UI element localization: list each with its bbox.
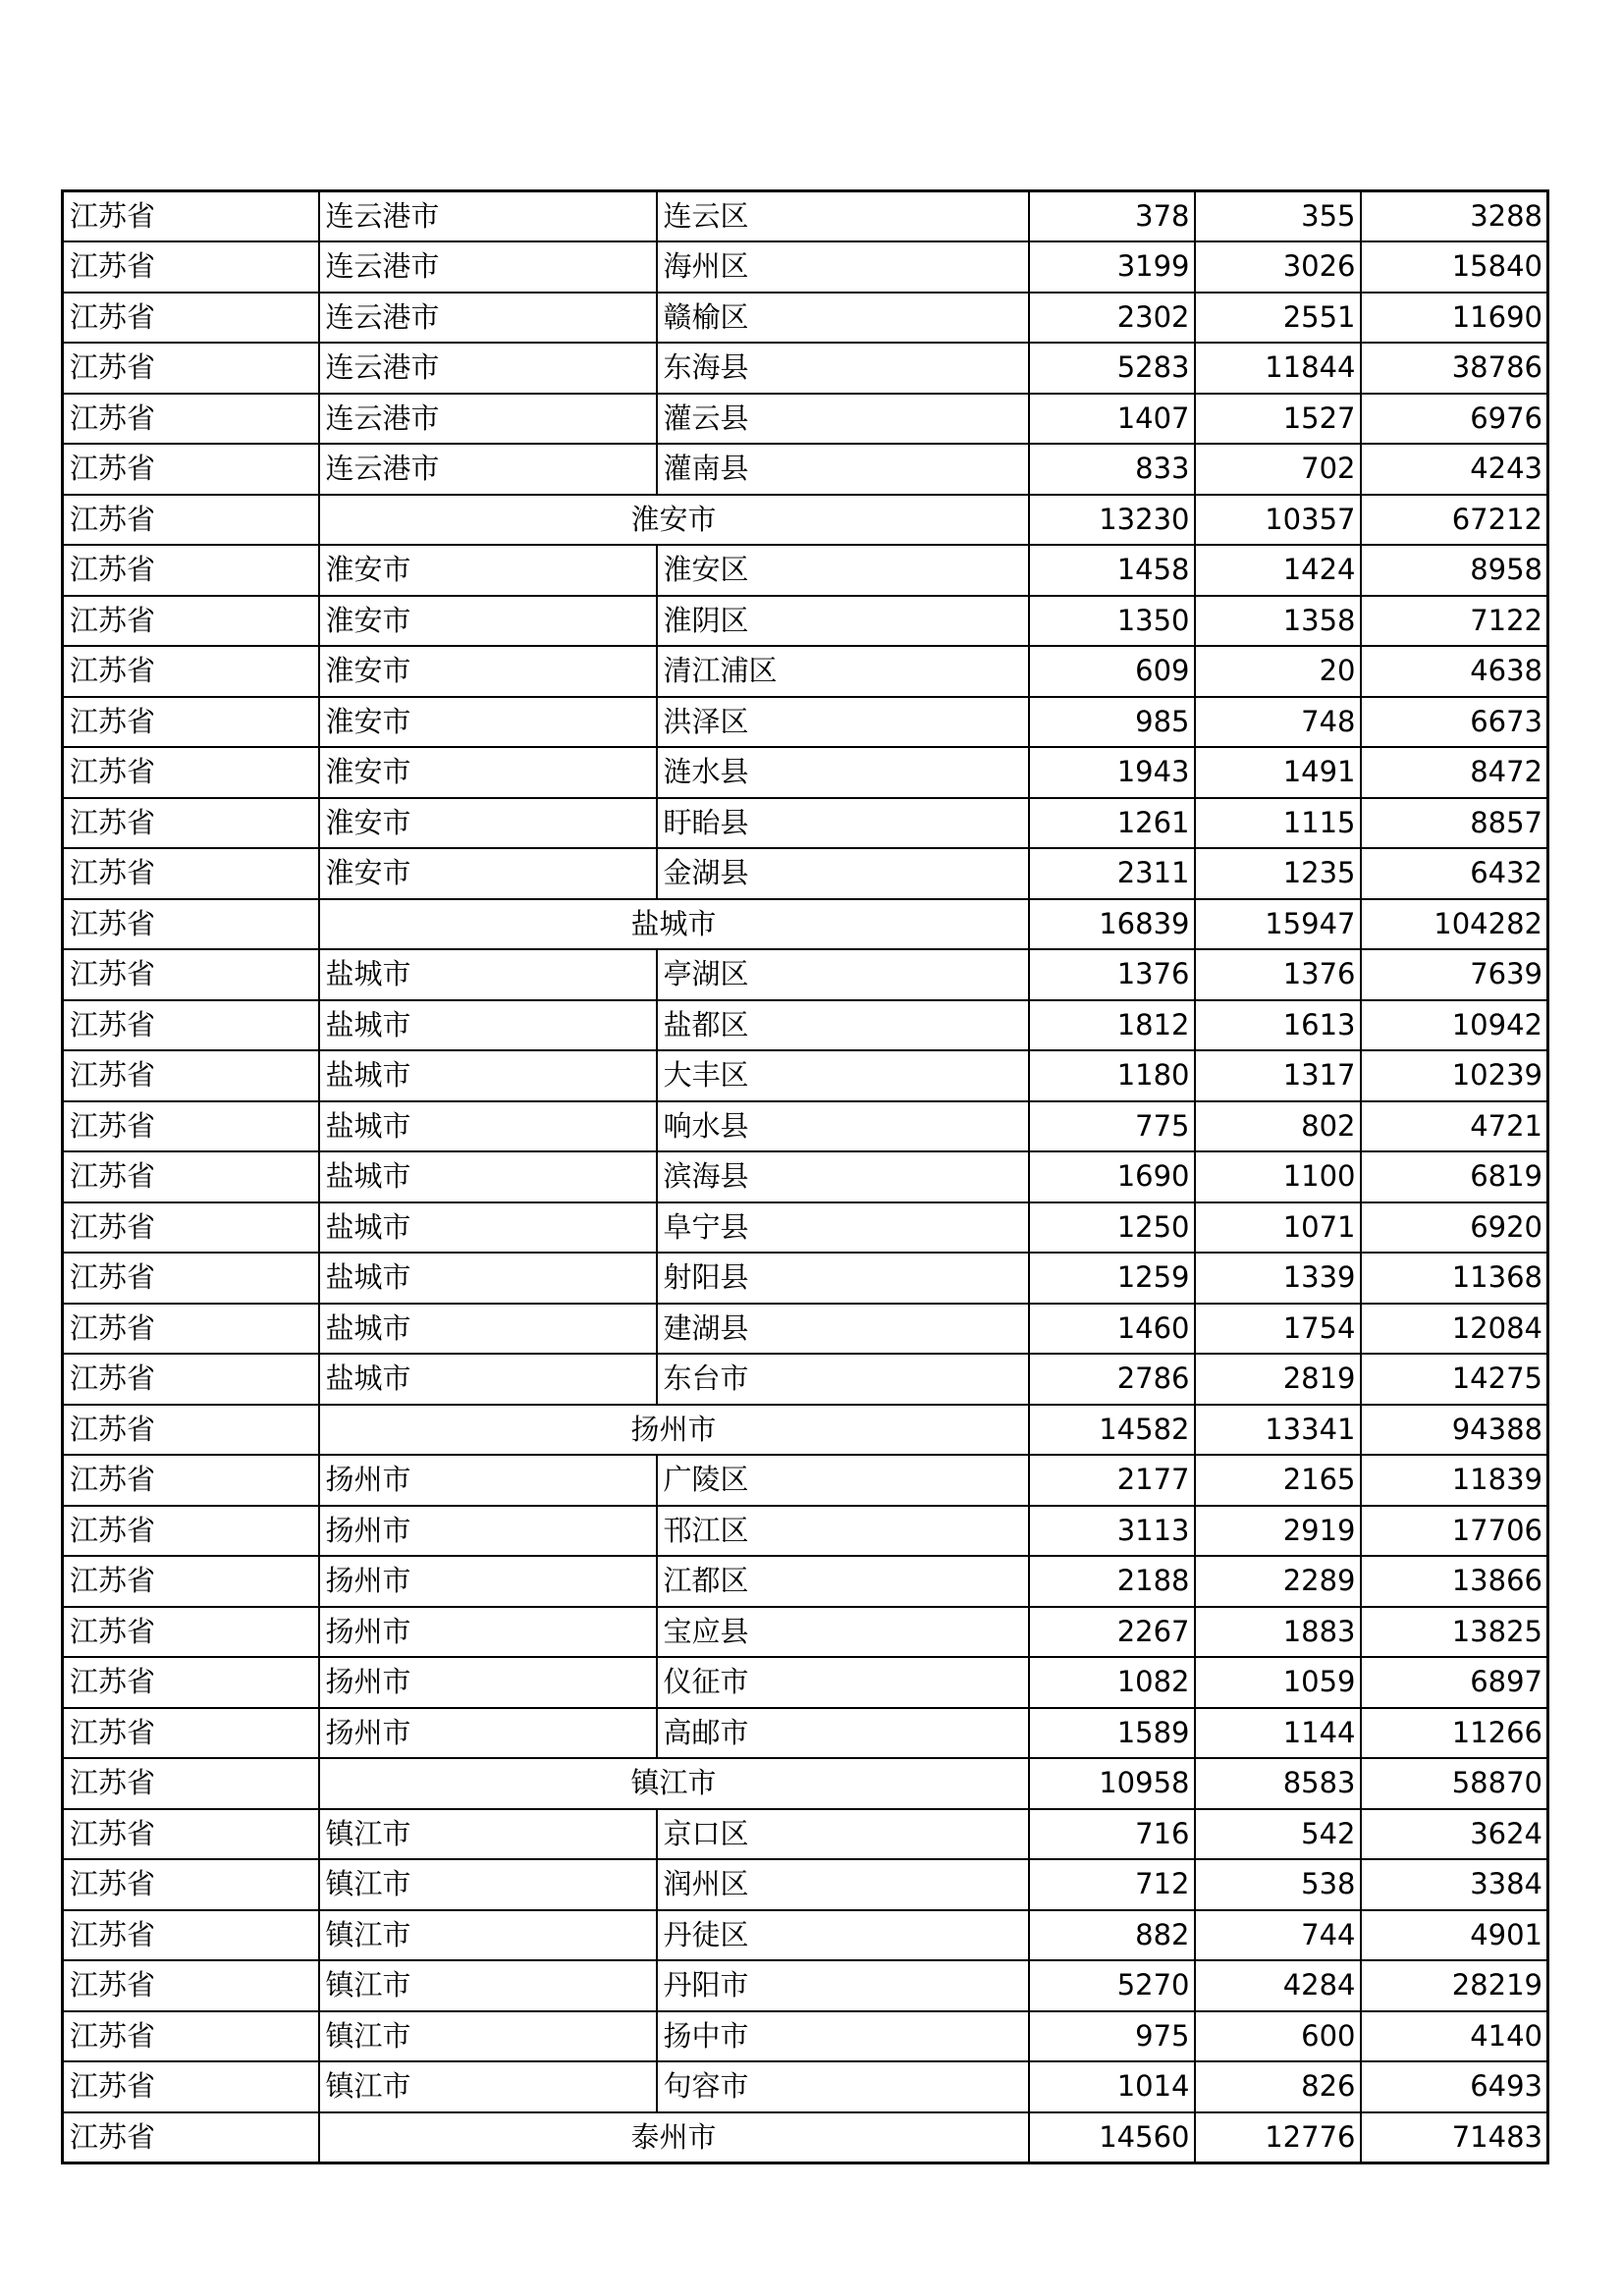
value-2-cell: 1883: [1195, 1607, 1361, 1658]
value-2-cell: 4284: [1195, 1960, 1361, 2011]
value-1-cell: 1458: [1029, 545, 1195, 596]
statistics-table: [61, 189, 1549, 2164]
county-cell: 建湖县: [657, 1304, 1029, 1355]
city-cell: 淮安市: [319, 697, 657, 748]
table-row: [63, 343, 1548, 394]
county-cell: 丹阳市: [657, 1960, 1029, 2011]
table-row: [63, 241, 1548, 293]
value-1-cell: 775: [1029, 1101, 1195, 1152]
value-1-cell: 975: [1029, 2011, 1195, 2062]
value-2-cell: 1339: [1195, 1253, 1361, 1304]
value-1-cell: 1943: [1029, 747, 1195, 798]
value-2-cell: 13341: [1195, 1405, 1361, 1456]
value-1-cell: 1376: [1029, 949, 1195, 1000]
value-3-cell: 4140: [1361, 2011, 1548, 2062]
province-cell: 江苏省: [63, 646, 319, 697]
city-cell: 盐城市: [319, 1151, 657, 1202]
value-1-cell: 716: [1029, 1809, 1195, 1860]
county-cell: 盱眙县: [657, 798, 1029, 849]
county-cell: 江都区: [657, 1556, 1029, 1607]
value-1-cell: 2311: [1029, 848, 1195, 899]
table-row: [63, 1607, 1548, 1658]
county-cell: 灌南县: [657, 444, 1029, 495]
table-row: [63, 1151, 1548, 1202]
value-3-cell: 7122: [1361, 596, 1548, 647]
value-3-cell: 3288: [1361, 191, 1548, 242]
city-subtotal-row: [63, 495, 1548, 546]
province-cell: 江苏省: [63, 343, 319, 394]
city-total-cell: 镇江市: [319, 1758, 1029, 1809]
city-cell: 淮安市: [319, 747, 657, 798]
table-row: [63, 798, 1548, 849]
county-cell: 淮安区: [657, 545, 1029, 596]
county-cell: 淮阴区: [657, 596, 1029, 647]
table-row: [63, 848, 1548, 899]
province-cell: 江苏省: [63, 747, 319, 798]
city-cell: 盐城市: [319, 1202, 657, 1254]
value-1-cell: 1812: [1029, 1000, 1195, 1051]
table-row: [63, 545, 1548, 596]
value-3-cell: 104282: [1361, 899, 1548, 950]
county-cell: 京口区: [657, 1809, 1029, 1860]
city-total-cell: 盐城市: [319, 899, 1029, 950]
table-row: [63, 1556, 1548, 1607]
county-cell: 广陵区: [657, 1455, 1029, 1506]
table-row: [63, 646, 1548, 697]
table-row: [63, 1354, 1548, 1405]
value-2-cell: 20: [1195, 646, 1361, 697]
value-3-cell: 7639: [1361, 949, 1548, 1000]
province-cell: 江苏省: [63, 1000, 319, 1051]
value-1-cell: 10958: [1029, 1758, 1195, 1809]
value-2-cell: 702: [1195, 444, 1361, 495]
value-3-cell: 11839: [1361, 1455, 1548, 1506]
value-1-cell: 1589: [1029, 1708, 1195, 1759]
province-cell: 江苏省: [63, 1304, 319, 1355]
province-cell: 江苏省: [63, 241, 319, 293]
province-cell: 江苏省: [63, 697, 319, 748]
province-cell: 江苏省: [63, 596, 319, 647]
value-3-cell: 58870: [1361, 1758, 1548, 1809]
value-1-cell: 2177: [1029, 1455, 1195, 1506]
province-cell: 江苏省: [63, 191, 319, 242]
value-1-cell: 833: [1029, 444, 1195, 495]
city-cell: 淮安市: [319, 545, 657, 596]
value-3-cell: 10239: [1361, 1050, 1548, 1101]
city-cell: 扬州市: [319, 1708, 657, 1759]
value-1-cell: 14582: [1029, 1405, 1195, 1456]
province-cell: 江苏省: [63, 1253, 319, 1304]
county-cell: 句容市: [657, 2061, 1029, 2112]
city-cell: 淮安市: [319, 848, 657, 899]
city-cell: 镇江市: [319, 1910, 657, 1961]
value-1-cell: 5283: [1029, 343, 1195, 394]
value-2-cell: 748: [1195, 697, 1361, 748]
value-1-cell: 1407: [1029, 394, 1195, 445]
city-cell: 扬州市: [319, 1657, 657, 1708]
province-cell: 江苏省: [63, 1910, 319, 1961]
city-cell: 扬州市: [319, 1455, 657, 1506]
county-cell: 金湖县: [657, 848, 1029, 899]
value-1-cell: 1250: [1029, 1202, 1195, 1254]
city-subtotal-row: [63, 2112, 1548, 2163]
value-3-cell: 6897: [1361, 1657, 1548, 1708]
value-1-cell: 2302: [1029, 293, 1195, 344]
value-3-cell: 6819: [1361, 1151, 1548, 1202]
value-3-cell: 13825: [1361, 1607, 1548, 1658]
province-cell: 江苏省: [63, 1607, 319, 1658]
value-1-cell: 1460: [1029, 1304, 1195, 1355]
city-cell: 扬州市: [319, 1506, 657, 1557]
province-cell: 江苏省: [63, 899, 319, 950]
value-3-cell: 11690: [1361, 293, 1548, 344]
city-cell: 连云港市: [319, 343, 657, 394]
table-row: [63, 2011, 1548, 2062]
province-cell: 江苏省: [63, 2011, 319, 2062]
value-1-cell: 1082: [1029, 1657, 1195, 1708]
province-cell: 江苏省: [63, 1354, 319, 1405]
value-1-cell: 1014: [1029, 2061, 1195, 2112]
value-2-cell: 1358: [1195, 596, 1361, 647]
county-cell: 仪征市: [657, 1657, 1029, 1708]
table-row: [63, 394, 1548, 445]
county-cell: 邗江区: [657, 1506, 1029, 1557]
province-cell: 江苏省: [63, 293, 319, 344]
county-cell: 涟水县: [657, 747, 1029, 798]
table-row: [63, 949, 1548, 1000]
province-cell: 江苏省: [63, 1657, 319, 1708]
table-row: [63, 1202, 1548, 1254]
value-2-cell: 600: [1195, 2011, 1361, 2062]
value-2-cell: 3026: [1195, 241, 1361, 293]
value-3-cell: 38786: [1361, 343, 1548, 394]
province-cell: 江苏省: [63, 798, 319, 849]
city-cell: 连云港市: [319, 394, 657, 445]
city-cell: 淮安市: [319, 798, 657, 849]
value-3-cell: 17706: [1361, 1506, 1548, 1557]
province-cell: 江苏省: [63, 1506, 319, 1557]
value-2-cell: 1376: [1195, 949, 1361, 1000]
value-1-cell: 3199: [1029, 241, 1195, 293]
province-cell: 江苏省: [63, 1101, 319, 1152]
table-row: [63, 697, 1548, 748]
city-cell: 镇江市: [319, 1859, 657, 1910]
city-cell: 镇江市: [319, 2061, 657, 2112]
table-row: [63, 1657, 1548, 1708]
province-cell: 江苏省: [63, 545, 319, 596]
county-cell: 东台市: [657, 1354, 1029, 1405]
province-cell: 江苏省: [63, 949, 319, 1000]
value-2-cell: 2819: [1195, 1354, 1361, 1405]
table-body: [63, 191, 1548, 2163]
table-row: [63, 2061, 1548, 2112]
city-cell: 盐城市: [319, 1000, 657, 1051]
value-3-cell: 14275: [1361, 1354, 1548, 1405]
city-cell: 淮安市: [319, 596, 657, 647]
value-2-cell: 1613: [1195, 1000, 1361, 1051]
value-2-cell: 2551: [1195, 293, 1361, 344]
county-cell: 射阳县: [657, 1253, 1029, 1304]
value-3-cell: 8857: [1361, 798, 1548, 849]
value-3-cell: 71483: [1361, 2112, 1548, 2163]
value-2-cell: 1144: [1195, 1708, 1361, 1759]
county-cell: 赣榆区: [657, 293, 1029, 344]
province-cell: 江苏省: [63, 1405, 319, 1456]
value-1-cell: 1690: [1029, 1151, 1195, 1202]
value-2-cell: 1235: [1195, 848, 1361, 899]
province-cell: 江苏省: [63, 848, 319, 899]
city-cell: 连云港市: [319, 444, 657, 495]
county-cell: 滨海县: [657, 1151, 1029, 1202]
value-2-cell: 1059: [1195, 1657, 1361, 1708]
table-row: [63, 1910, 1548, 1961]
value-1-cell: 882: [1029, 1910, 1195, 1961]
value-2-cell: 1100: [1195, 1151, 1361, 1202]
value-1-cell: 2188: [1029, 1556, 1195, 1607]
province-cell: 江苏省: [63, 1758, 319, 1809]
city-cell: 镇江市: [319, 1960, 657, 2011]
table-row: [63, 1809, 1548, 1860]
value-2-cell: 10357: [1195, 495, 1361, 546]
value-2-cell: 1527: [1195, 394, 1361, 445]
value-1-cell: 2786: [1029, 1354, 1195, 1405]
value-2-cell: 355: [1195, 191, 1361, 242]
table-row: [63, 1455, 1548, 1506]
value-3-cell: 3624: [1361, 1809, 1548, 1860]
table-row: [63, 1859, 1548, 1910]
value-3-cell: 11266: [1361, 1708, 1548, 1759]
province-cell: 江苏省: [63, 1050, 319, 1101]
city-total-cell: 泰州市: [319, 2112, 1029, 2163]
province-cell: 江苏省: [63, 2061, 319, 2112]
city-subtotal-row: [63, 1758, 1548, 1809]
table-row: [63, 1101, 1548, 1152]
city-cell: 盐城市: [319, 1304, 657, 1355]
table-row: [63, 444, 1548, 495]
value-2-cell: 1317: [1195, 1050, 1361, 1101]
city-total-cell: 淮安市: [319, 495, 1029, 546]
value-3-cell: 4721: [1361, 1101, 1548, 1152]
county-cell: 海州区: [657, 241, 1029, 293]
value-3-cell: 6493: [1361, 2061, 1548, 2112]
value-3-cell: 6432: [1361, 848, 1548, 899]
county-cell: 阜宁县: [657, 1202, 1029, 1254]
city-cell: 盐城市: [319, 949, 657, 1000]
county-cell: 高邮市: [657, 1708, 1029, 1759]
value-1-cell: 712: [1029, 1859, 1195, 1910]
value-2-cell: 8583: [1195, 1758, 1361, 1809]
county-cell: 盐都区: [657, 1000, 1029, 1051]
city-cell: 盐城市: [319, 1101, 657, 1152]
value-1-cell: 2267: [1029, 1607, 1195, 1658]
value-3-cell: 4243: [1361, 444, 1548, 495]
table-row: [63, 1253, 1548, 1304]
county-cell: 响水县: [657, 1101, 1029, 1152]
value-3-cell: 13866: [1361, 1556, 1548, 1607]
value-2-cell: 2165: [1195, 1455, 1361, 1506]
table-row: [63, 191, 1548, 242]
value-3-cell: 11368: [1361, 1253, 1548, 1304]
value-2-cell: 2289: [1195, 1556, 1361, 1607]
value-2-cell: 1115: [1195, 798, 1361, 849]
value-3-cell: 4901: [1361, 1910, 1548, 1961]
city-cell: 盐城市: [319, 1354, 657, 1405]
value-2-cell: 15947: [1195, 899, 1361, 950]
table-row: [63, 1708, 1548, 1759]
value-2-cell: 802: [1195, 1101, 1361, 1152]
table-row: [63, 293, 1548, 344]
value-1-cell: 1180: [1029, 1050, 1195, 1101]
city-cell: 盐城市: [319, 1253, 657, 1304]
province-cell: 江苏省: [63, 1960, 319, 2011]
value-1-cell: 13230: [1029, 495, 1195, 546]
county-cell: 洪泽区: [657, 697, 1029, 748]
value-3-cell: 6920: [1361, 1202, 1548, 1254]
city-cell: 镇江市: [319, 1809, 657, 1860]
value-1-cell: 1259: [1029, 1253, 1195, 1304]
table-row: [63, 596, 1548, 647]
value-2-cell: 538: [1195, 1859, 1361, 1910]
province-cell: 江苏省: [63, 1151, 319, 1202]
value-1-cell: 609: [1029, 646, 1195, 697]
county-cell: 清江浦区: [657, 646, 1029, 697]
value-1-cell: 16839: [1029, 899, 1195, 950]
value-2-cell: 1424: [1195, 545, 1361, 596]
table-row: [63, 1000, 1548, 1051]
table-row: [63, 1960, 1548, 2011]
value-2-cell: 542: [1195, 1809, 1361, 1860]
value-1-cell: 3113: [1029, 1506, 1195, 1557]
city-cell: 连云港市: [319, 191, 657, 242]
value-3-cell: 6976: [1361, 394, 1548, 445]
value-2-cell: 2919: [1195, 1506, 1361, 1557]
county-cell: 东海县: [657, 343, 1029, 394]
value-1-cell: 14560: [1029, 2112, 1195, 2163]
value-3-cell: 8472: [1361, 747, 1548, 798]
county-cell: 大丰区: [657, 1050, 1029, 1101]
value-3-cell: 28219: [1361, 1960, 1548, 2011]
county-cell: 宝应县: [657, 1607, 1029, 1658]
city-cell: 扬州市: [319, 1607, 657, 1658]
table-row: [63, 1506, 1548, 1557]
city-subtotal-row: [63, 899, 1548, 950]
value-2-cell: 826: [1195, 2061, 1361, 2112]
value-3-cell: 67212: [1361, 495, 1548, 546]
value-2-cell: 11844: [1195, 343, 1361, 394]
province-cell: 江苏省: [63, 2112, 319, 2163]
city-cell: 连云港市: [319, 241, 657, 293]
county-cell: 亭湖区: [657, 949, 1029, 1000]
city-cell: 扬州市: [319, 1556, 657, 1607]
province-cell: 江苏省: [63, 1556, 319, 1607]
table-row: [63, 1050, 1548, 1101]
value-3-cell: 94388: [1361, 1405, 1548, 1456]
value-2-cell: 1071: [1195, 1202, 1361, 1254]
city-cell: 盐城市: [319, 1050, 657, 1101]
value-3-cell: 6673: [1361, 697, 1548, 748]
city-total-cell: 扬州市: [319, 1405, 1029, 1456]
value-2-cell: 1491: [1195, 747, 1361, 798]
value-1-cell: 378: [1029, 191, 1195, 242]
value-1-cell: 985: [1029, 697, 1195, 748]
county-cell: 灌云县: [657, 394, 1029, 445]
value-2-cell: 744: [1195, 1910, 1361, 1961]
value-3-cell: 12084: [1361, 1304, 1548, 1355]
county-cell: 丹徒区: [657, 1910, 1029, 1961]
city-subtotal-row: [63, 1405, 1548, 1456]
province-cell: 江苏省: [63, 394, 319, 445]
value-3-cell: 10942: [1361, 1000, 1548, 1051]
value-2-cell: 12776: [1195, 2112, 1361, 2163]
province-cell: 江苏省: [63, 1859, 319, 1910]
city-cell: 连云港市: [319, 293, 657, 344]
county-cell: 扬中市: [657, 2011, 1029, 2062]
province-cell: 江苏省: [63, 1202, 319, 1254]
county-cell: 润州区: [657, 1859, 1029, 1910]
province-cell: 江苏省: [63, 495, 319, 546]
province-cell: 江苏省: [63, 444, 319, 495]
province-cell: 江苏省: [63, 1708, 319, 1759]
county-cell: 连云区: [657, 191, 1029, 242]
value-3-cell: 8958: [1361, 545, 1548, 596]
value-1-cell: 1350: [1029, 596, 1195, 647]
value-3-cell: 15840: [1361, 241, 1548, 293]
city-cell: 镇江市: [319, 2011, 657, 2062]
value-3-cell: 3384: [1361, 1859, 1548, 1910]
value-1-cell: 1261: [1029, 798, 1195, 849]
province-cell: 江苏省: [63, 1455, 319, 1506]
city-cell: 淮安市: [319, 646, 657, 697]
value-3-cell: 4638: [1361, 646, 1548, 697]
province-cell: 江苏省: [63, 1809, 319, 1860]
value-1-cell: 5270: [1029, 1960, 1195, 2011]
table-row: [63, 1304, 1548, 1355]
table-row: [63, 747, 1548, 798]
value-2-cell: 1754: [1195, 1304, 1361, 1355]
